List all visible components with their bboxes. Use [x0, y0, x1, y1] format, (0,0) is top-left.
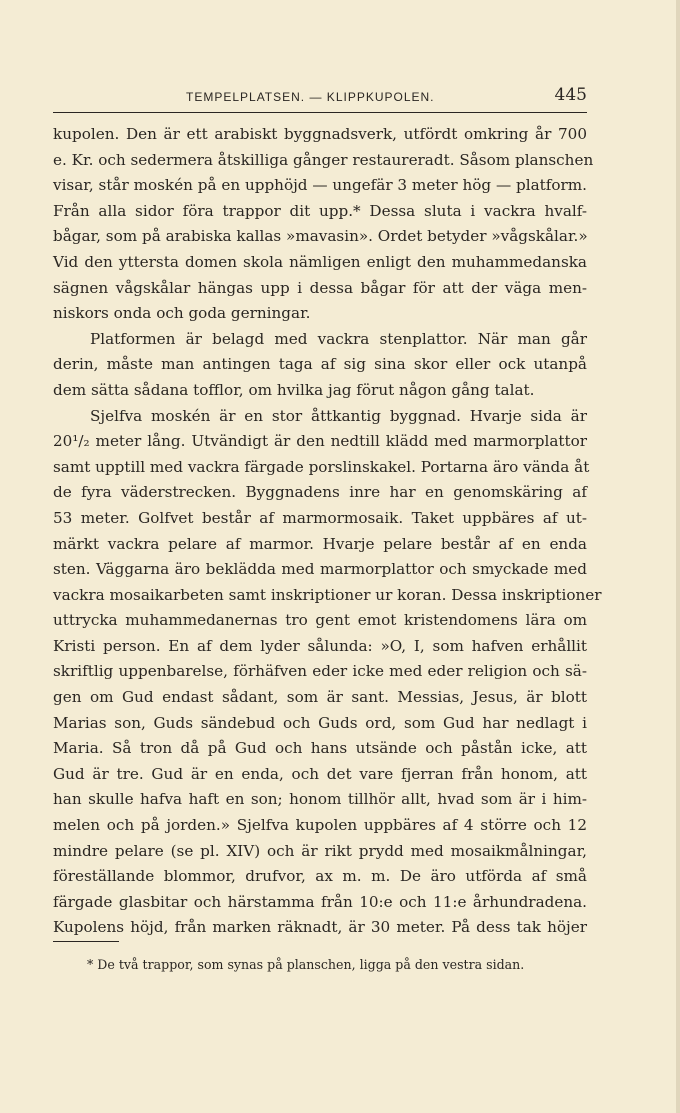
text-line: skriftlig uppenbarelse, förhäfven eder icke med eder religion och sä-: [53, 662, 587, 681]
footnote: * De två trappor, som synas på planschen, ligga på den vestra sidan.: [87, 957, 525, 972]
text-line: dem sätta sådana tofflor, om hvilka jag förut någon gång talat.: [53, 380, 535, 399]
text-line: Maria. Så tron då på Gud och hans utsände och påstån icke, att: [53, 739, 587, 758]
page-edge: [676, 0, 680, 1113]
page-number: 445: [554, 85, 587, 105]
text-line: Kupolens höjd, från marken räknadt, är 30 meter. På dess tak höjer: [53, 918, 587, 937]
text-line: märkt vackra pelare af marmor. Hvarje pelare består af en enda: [53, 534, 587, 553]
text-line: derin, måste man antingen taga af sig sina skor eller ock utanpå: [53, 355, 587, 374]
header-rule: [53, 112, 587, 113]
text-line: färgade glasbitar och härstamma från 10:e och 11:e århundradena.: [53, 892, 587, 911]
text-line: samt upptill med vackra färgade porslinskakel. Portarna äro vända åt: [53, 457, 590, 476]
text-line: Vid den yttersta domen skola nämligen enligt den muhammedanska: [53, 252, 587, 271]
page-header: [53, 82, 587, 106]
text-line: Platformen är belagd med vackra stenplattor. När man går: [90, 329, 587, 348]
text-line: de fyra väderstrecken. Byggnadens inre har en genomskäring af: [53, 483, 587, 502]
text-line: melen och på jorden.» Sjelfva kupolen uppbäres af 4 större och 12: [53, 816, 587, 835]
text-line: han skulle hafva haft en son; honom tillhör allt, hvad som är i him-: [53, 790, 587, 809]
text-line: kupolen. Den är ett arabiskt byggnadsverk, utfördt omkring år 700: [53, 125, 587, 143]
text-line: 20¹/₂ meter lång. Utvändigt är den nedtill klädd med marmorplattor: [53, 432, 587, 451]
text-line: Gud är tre. Gud är en enda, och det vare fjerran från honom, att: [53, 764, 587, 783]
text-line: visar, står moskén på en upphöjd — ungefär 3 meter hög — platform.: [53, 176, 587, 195]
text-line: Marias son, Guds sändebud och Guds ord, som Gud har nedlagt i: [53, 713, 587, 732]
text-line: uttrycka muhammedanernas tro gent emot kristendomens lära om: [53, 611, 587, 630]
text-line: sten. Väggarna äro beklädda med marmorplattor och smyckade med: [53, 560, 587, 579]
body-text: [53, 122, 602, 941]
text-line: föreställande blommor, drufvor, ax m. m. De äro utförda af små: [53, 867, 587, 886]
text-line: sägnen vågskålar hängas upp i dessa bågar för att der väga men-: [53, 278, 587, 297]
text-line: bågar, som på arabiska kallas »mavasin». Ordet betyder »vågskålar.»: [53, 227, 588, 246]
running-head: TEMPELPLATSEN. — KLIPPKUPOLEN.: [186, 90, 435, 104]
footnote-rule: [53, 941, 119, 942]
text-line: 53 meter. Golfvet består af marmormosaik. Taket uppbäres af ut-: [53, 508, 587, 527]
text-line: Sjelfva moskén är en stor åttkantig byggnad. Hvarje sida är: [90, 406, 587, 425]
text-line: e. Kr. och sedermera åtskilliga gånger restaureradt. Såsom planschen: [53, 150, 594, 169]
text-line: Från alla sidor föra trappor dit upp.* Dessa sluta i vackra hvalf-: [53, 201, 587, 220]
text-line: vackra mosaikarbeten samt inskriptioner ur koran. Dessa inskriptioner: [53, 585, 602, 604]
text-line: mindre pelare (se pl. XIV) och är rikt prydd med mosaikmålningar,: [53, 841, 587, 860]
text-line: Kristi person. En af dem lyder sålunda: »O, I, som hafven erhållit: [53, 636, 587, 655]
text-line: gen om Gud endast sådant, som är sant. Messias, Jesus, är blott: [53, 688, 587, 707]
text-line: niskors onda och goda gerningar.: [53, 304, 311, 323]
